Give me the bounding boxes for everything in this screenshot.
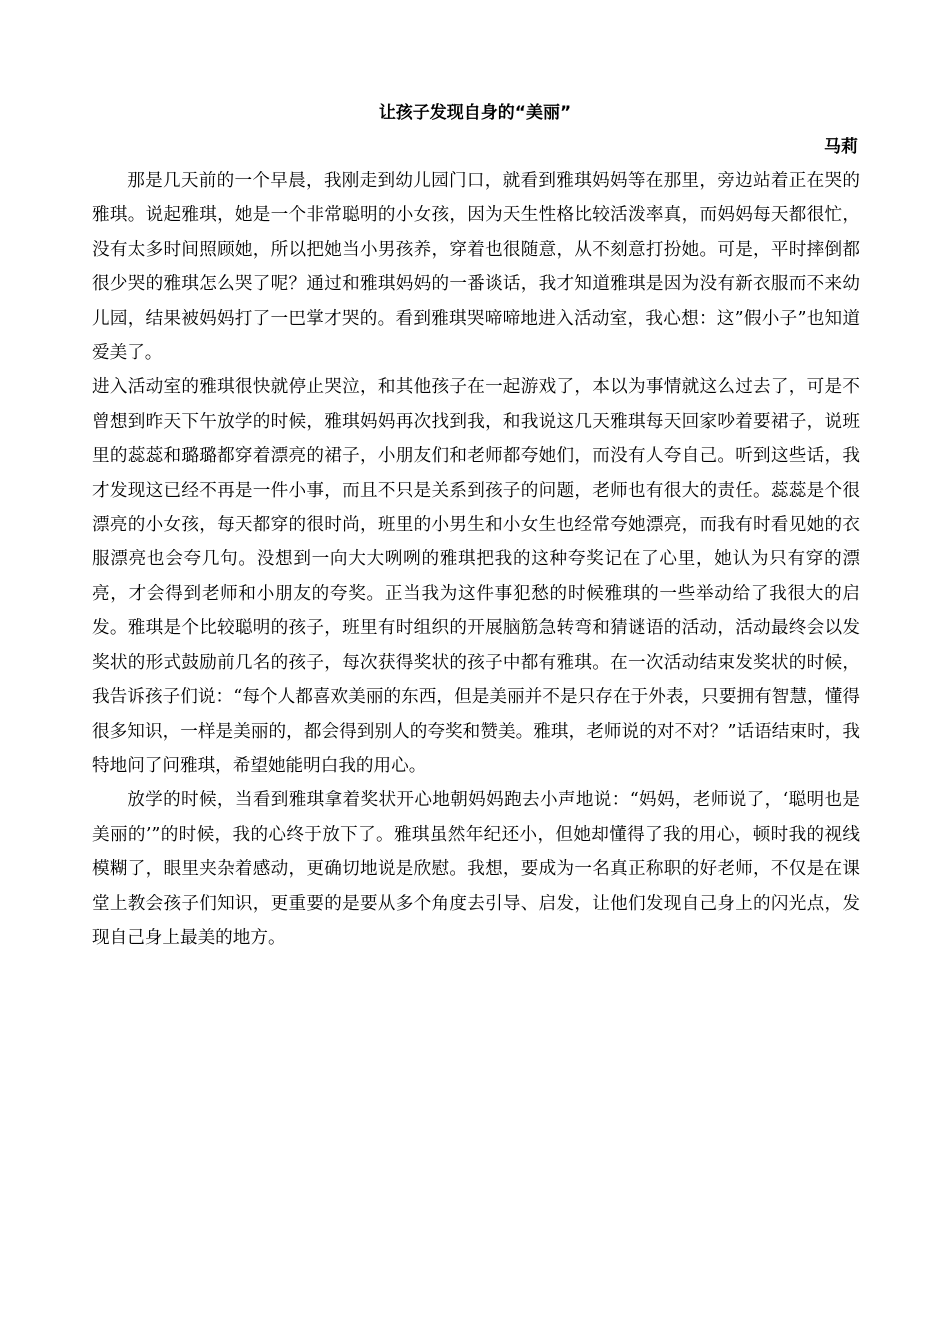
paragraph-3: 放学的时候，当看到雅琪拿着奖状开心地朝妈妈跑去小声地说：“妈妈，老师说了，‘聪明也是美丽的’”的时候，我的心终于放下了。雅琪虽然年纪还小，但她却懂得了我的用心，顿时我的视线模糊了，眼里夹杂着感动，更确切地说是欣慰。我想，要成为一名真正称职的好老师，不仅是在课堂上教会孩子们知识，更重要的是要从多个角度去引导、启发，让他们发现自己身上的闪光点，发现自己身上最美的地方。 bbox=[92, 790, 860, 948]
document-title: 让孩子发现自身的“美丽” bbox=[378, 103, 572, 123]
author-name: 马莉 bbox=[824, 137, 858, 157]
paragraph-2: 进入活动室的雅琪很快就停止哭泣，和其他孩子在一起游戏了，本以为事情就这么过去了，可是不曾想到昨天下午放学的时候，雅琪妈妈再次找到我，和我说这几天雅琪每天回家吵着要裙子，说班里的蕊蕊和璐璐都穿着漂亮的裙子，小朋友们和老师都夸她们，而没有人夸自己。听到这些话，我才发现这已经不再是一件小事，而且不只是关系到孩子的问题，老师也有很大的责任。蕊蕊是个很漂亮的小女孩，每天都穿的很时尚，班里的小男生和小女生也经常夸她漂亮，而我有时看见她的衣服漂亮也会夸几句。没想到一向大大咧咧的雅琪把我的这种夸奖记在了心里，她认为只有穿的漂亮，才会得到老师和小朋友的夸奖。正当我为这件事犯愁的时候雅琪的一些举动给了我很大的启发。雅琪是个比较聪明的孩子，班里有时组织的开展脑筋急转弯和猜谜语的活动，活动最终会以发奖状的形式鼓励前几名的孩子，每次获得奖状的孩子中都有雅琪。在一次活动结束发奖状的时候，我告诉孩子们说：“每个人都喜欢美丽的东西，但是美丽并不是只存在于外表，只要拥有智慧，懂得很多知识，一样是美丽的，都会得到别人的夸奖和赞美。雅琪，老师说的对不对？”话语结束时，我特地问了问雅琪，希望她能明白我的用心。 bbox=[92, 377, 860, 776]
document-body bbox=[92, 164, 860, 955]
paragraph-1: 那是几天前的一个早晨，我刚走到幼儿园门口，就看到雅琪妈妈等在那里，旁边站着正在哭的雅琪。说起雅琪，她是一个非常聪明的小女孩，因为天生性格比较活泼率真，而妈妈每天都很忙，没有太多时间照顾她，所以把她当小男孩养，穿着也很随意，从不刻意打扮她。可是，平时摔倒都很少哭的雅琪怎么哭了呢？通过和雅琪妈妈的一番谈话，我才知道雅琪是因为没有新衣服而不来幼儿园，结果被妈妈打了一巴掌才哭的。看到雅琪哭啼啼地进入活动室，我心想：这”假小子”也知道爱美了。 bbox=[92, 171, 860, 364]
